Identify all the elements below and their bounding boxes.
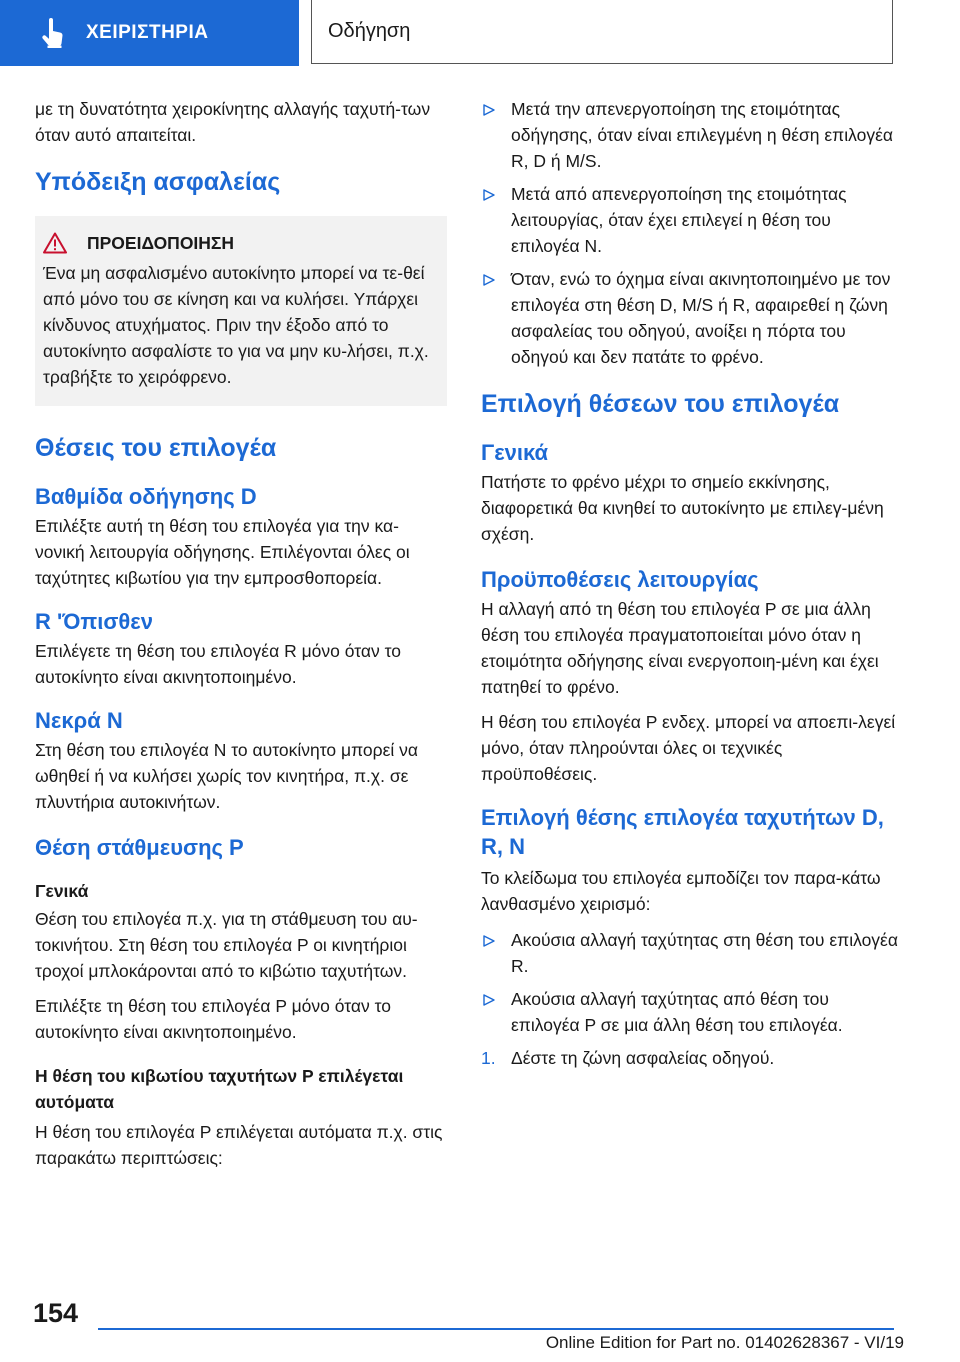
edition-text: Online Edition for Part no. 01402628367 - VI/19 <box>545 1333 904 1352</box>
page-header <box>0 0 960 66</box>
step-list <box>481 1045 901 1071</box>
general-text: Πατήστε το φρένο μέχρι το σημείο εκκίνησης, διαφορετικά θα κινηθεί το αυτοκίνητο με επιλεγ-μένη σχέση. <box>481 472 884 544</box>
bullet-triangle-icon <box>483 104 495 116</box>
park-general-heading: Γενικά <box>35 881 89 901</box>
bullet-triangle-icon <box>483 994 495 1006</box>
gear-select-heading: Επιλογή θέσης επιλογέα ταχυτήτων D, R, N <box>481 805 884 859</box>
warning-title-row <box>43 230 437 256</box>
auto-park-list <box>481 96 901 370</box>
list-item-text: Ακούσια αλλαγή ταχύτητας στη θέση του επιλογέα R. <box>511 930 898 976</box>
warning-triangle-icon <box>43 232 67 254</box>
intro-paragraph: με τη δυνατότητα χειροκίνητης αλλαγής ταχυτή-των όταν αυτό απαιτείται. <box>35 99 431 145</box>
chapter-tab[interactable] <box>0 0 299 66</box>
lock-text: Το κλείδωμα του επιλογέα εμποδίζει τον παρα-κάτω λανθασμένο χειρισμό: <box>481 868 881 914</box>
list-item-text: Ακούσια αλλαγή ταχύτητας από θέση του επιλογέα P σε μια άλλη θέση του επιλογέα. <box>511 989 843 1035</box>
reverse-r-text: Επιλέγετε τη θέση του επιλογέα R μόνο όταν το αυτοκίνητο είναι ακινητοποιημένο. <box>35 641 402 687</box>
right-column <box>481 96 901 1071</box>
select-heading: Επιλογή θέσεων του επιλογέα <box>481 390 840 418</box>
list-item <box>481 181 901 259</box>
drive-d-text: Επιλέξτε αυτή τη θέση του επιλογέα για την κα-νονική λειτουργία οδήγησης. Επιλέγονται όλες οι ταχύτητες κιβωτίου για την εμπροσθοπορεία. <box>35 516 410 588</box>
bullet-triangle-icon <box>483 189 495 201</box>
section-title: Οδήγηση <box>328 20 411 42</box>
section-title-box <box>311 0 893 64</box>
warning-title: ΠΡΟΕΙΔΟΠΟΙΗΣΗ <box>87 233 235 253</box>
warning-box <box>35 216 447 406</box>
lock-list <box>481 927 901 1038</box>
list-item-text: Μετά την απενεργοποίηση της ετοιμότητας οδήγησης, όταν είναι επιλεγμένη η θέση επιλογέα R, D ή M/S. <box>511 99 894 171</box>
auto-park-text: Η θέση του επιλογέα P επιλέγεται αυτόματα π.χ. στις παρακάτω περιπτώσεις: <box>35 1122 443 1168</box>
park-p-heading: Θέση στάθμευσης P <box>35 835 244 860</box>
prereq-text-2: Η θέση του επιλογέα P ενδεχ. μπορεί να αποεπι-λεγεί μόνο, όταν πληρούνται όλες οι τεχνικές προϋποθέσεις. <box>481 712 896 784</box>
list-item <box>481 266 901 370</box>
neutral-n-heading: Νεκρά N <box>35 708 123 733</box>
warning-text: Ένα μη ασφαλισμένο αυτοκίνητο μπορεί να τε-θεί από μόνο του σε κίνηση και να κυλήσει. Υπάρχει κίνδυνος ατυχήματος. Πριν την έξοδο από το αυτοκίνητο ασφαλίστε το για να μην κυ-λήσει, π.χ. τραβήξτε το χειρόφρενο. <box>43 263 429 387</box>
general-heading: Γενικά <box>481 440 549 465</box>
chapter-tab-label: ΧΕΙΡΙΣΤΗΡΙΑ <box>86 22 209 43</box>
list-item-text: Μετά από απενεργοποίηση της ετοιμότητας λειτουργίας, όταν έχει επιλεγεί η θέση του επιλογέα N. <box>511 184 847 256</box>
bullet-triangle-icon <box>483 274 495 286</box>
park-text-1: Θέση του επιλογέα π.χ. για τη στάθμευση του αυ-τοκινήτου. Στη θέση του επιλογέα P οι κινητήριοι τροχοί μπλοκάρονται από το κιβώτιο ταχυτήτων. <box>35 909 418 981</box>
footer-divider <box>98 1328 894 1330</box>
prereq-text-1: Η αλλαγή από τη θέση του επιλογέα P σε μια άλλη θέση του επιλογέα πραγματοποιείται μόνο όταν η ετοιμότητα οδήγησης είναι ενεργοποιη-μένη και έχει πατηθεί το φρένο. <box>481 599 879 697</box>
list-item <box>481 986 901 1038</box>
hand-pointer-icon <box>40 18 66 48</box>
list-item-text: Όταν, ενώ το όχημα είναι ακινητοποιημένο με τον επιλογέα στη θέση D, M/S ή R, αφαιρεθεί η ζώνη ασφαλείας του οδηγού, ανοίξει η πόρτα του οδηγού και δεν πατάτε το φρένο. <box>511 269 891 367</box>
list-item <box>481 927 901 979</box>
neutral-n-text: Στη θέση του επιλογέα N το αυτοκίνητο μπορεί να ωθηθεί ή να κυλήσει χωρίς τον κινητήρα, π.χ. σε πλυντήρια αυτοκινήτων. <box>35 740 419 812</box>
page-number: 154 <box>33 1298 79 1328</box>
bullet-triangle-icon <box>483 935 495 947</box>
positions-heading: Θέσεις του επιλογέα <box>35 434 277 462</box>
step-number: 1. <box>481 1048 496 1068</box>
step-text: Δέστε τη ζώνη ασφαλείας οδηγού. <box>511 1048 775 1068</box>
auto-park-heading: Η θέση του κιβωτίου ταχυτήτων P επιλέγεται αυτόματα <box>35 1066 404 1112</box>
list-item <box>481 96 901 174</box>
drive-d-heading: Βαθμίδα οδήγησης D <box>35 484 257 509</box>
park-text-2: Επιλέξτε τη θέση του επιλογέα P μόνο όταν το αυτοκίνητο είναι ακινητοποιημένο. <box>35 996 392 1042</box>
safety-heading: Υπόδειξη ασφαλείας <box>35 168 281 196</box>
step-item <box>481 1045 901 1071</box>
reverse-r-heading: R 'Όπισθεν <box>35 609 153 634</box>
prereq-heading: Προϋποθέσεις λειτουργίας <box>481 567 759 592</box>
left-column <box>35 96 447 1180</box>
